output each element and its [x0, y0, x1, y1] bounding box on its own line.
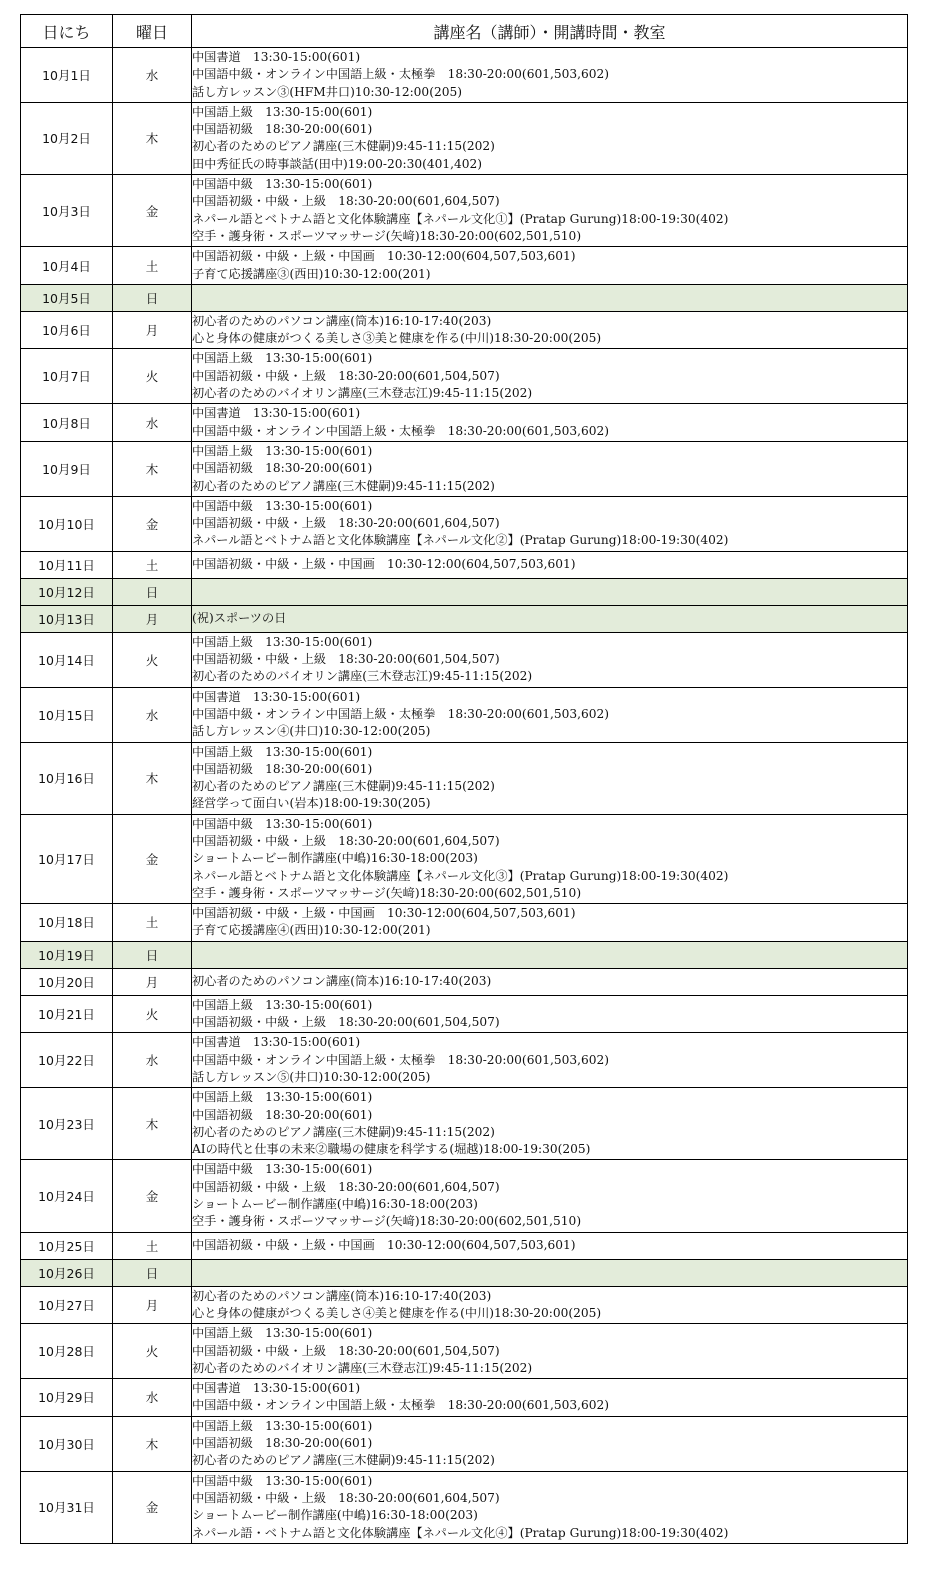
- schedule-table: [20, 14, 908, 1544]
- course-line: ショートムービー制作講座(中嶋)16:30-18:00(203): [192, 1508, 478, 1523]
- courses-cell: [192, 904, 908, 942]
- course-line: ネパール語とベトナム語と文化体験講座【ネパール文化②】(Pratap Gurung)18:00-19:30(402): [192, 533, 729, 548]
- weekday-cell: 火: [113, 1324, 192, 1379]
- date-cell: 10月21日: [21, 995, 113, 1033]
- date-cell: 10月14日: [21, 632, 113, 687]
- course-line: 中国語中級・オンライン中国語上級・太極拳 18:30-20:00(601,503,602): [192, 423, 609, 438]
- course-line: 中国語初級・中級・上級・中国画 10:30-12:00(604,507,503,601): [192, 906, 576, 921]
- header-row: [21, 15, 908, 48]
- weekday-cell: 火: [113, 632, 192, 687]
- course-line: 中国語初級・中級・上級・中国画 10:30-12:00(604,507,503,601): [192, 557, 576, 572]
- courses-cell: [192, 1259, 908, 1286]
- course-line: 中国語初級・中級・上級 18:30-20:00(601,604,507): [192, 516, 500, 531]
- course-line: 話し方レッスン③(HFM井口)10:30-12:00(205): [192, 84, 462, 99]
- course-line: 中国書道 13:30-15:00(601): [192, 689, 361, 704]
- courses-cell: [192, 1471, 908, 1543]
- courses-cell: [192, 175, 908, 247]
- course-line: 中国語上級 13:30-15:00(601): [192, 443, 373, 458]
- courses-cell: [192, 404, 908, 442]
- course-line: 中国語上級 13:30-15:00(601): [192, 1326, 373, 1341]
- table-row: [21, 1324, 908, 1379]
- course-line: 中国語上級 13:30-15:00(601): [192, 634, 373, 649]
- weekday-cell: 水: [113, 1033, 192, 1088]
- date-cell: 10月11日: [21, 551, 113, 578]
- weekday-cell: 木: [113, 102, 192, 174]
- course-line: 中国語上級 13:30-15:00(601): [192, 104, 373, 119]
- date-cell: 10月10日: [21, 496, 113, 551]
- courses-cell: [192, 441, 908, 496]
- date-cell: 10月28日: [21, 1324, 113, 1379]
- weekday-cell: 金: [113, 175, 192, 247]
- course-line: 田中秀征氏の時事談話(田中)19:00-20:30(401,402): [192, 156, 483, 171]
- course-line: 中国語上級 13:30-15:00(601): [192, 1090, 373, 1105]
- course-line: 中国語初級・中級・上級 18:30-20:00(601,504,507): [192, 368, 500, 383]
- course-line: 心と身体の健康がつくる美しさ③美と健康を作る(中川)18:30-20:00(205): [192, 331, 602, 346]
- course-line: 初心者のためのパソコン講座(筒本)16:10-17:40(203): [192, 1288, 492, 1303]
- course-line: ネパール語・ベトナム語と文化体験講座【ネパール文化④】(Pratap Gurung)18:00-19:30(402): [192, 1525, 729, 1540]
- course-line: 中国語初級 18:30-20:00(601): [192, 122, 373, 137]
- header-weekday: 曜日: [113, 15, 192, 48]
- courses-cell: [192, 1416, 908, 1471]
- date-cell: 10月3日: [21, 175, 113, 247]
- date-cell: 10月18日: [21, 904, 113, 942]
- table-row: [21, 1232, 908, 1259]
- course-line: 中国語中級 13:30-15:00(601): [192, 498, 373, 513]
- table-row: [21, 995, 908, 1033]
- course-line: 空手・護身術・スポーツマッサージ(矢﨑)18:30-20:00(602,501,510): [192, 885, 582, 900]
- course-line: 話し方レッスン④(井口)10:30-12:00(205): [192, 724, 431, 739]
- weekday-cell: 水: [113, 687, 192, 742]
- header-courses: 講座名（講師）・開講時間・教室: [192, 15, 908, 48]
- course-line: AIの時代と仕事の未来②職場の健康を科学する(堀越)18:00-19:30(205): [192, 1142, 591, 1157]
- weekday-cell: 水: [113, 48, 192, 103]
- weekday-cell: 金: [113, 1160, 192, 1232]
- course-line: 中国書道 13:30-15:00(601): [192, 406, 361, 421]
- courses-cell: [192, 578, 908, 605]
- table-row: [21, 941, 908, 968]
- course-line: 中国語中級 13:30-15:00(601): [192, 816, 373, 831]
- table-row: [21, 1033, 908, 1088]
- course-line: 中国語初級・中級・上級 18:30-20:00(601,504,507): [192, 652, 500, 667]
- course-line: 中国語中級・オンライン中国語上級・太極拳 18:30-20:00(601,503,602): [192, 1052, 609, 1067]
- date-cell: 10月26日: [21, 1259, 113, 1286]
- date-cell: 10月27日: [21, 1286, 113, 1324]
- date-cell: 10月13日: [21, 605, 113, 632]
- courses-cell: [192, 742, 908, 814]
- table-row: [21, 441, 908, 496]
- table-row: [21, 1088, 908, 1160]
- course-line: 中国語中級・オンライン中国語上級・太極拳 18:30-20:00(601,503,602): [192, 1398, 609, 1413]
- table-row: [21, 496, 908, 551]
- date-cell: 10月16日: [21, 742, 113, 814]
- course-line: 中国語中級 13:30-15:00(601): [192, 1162, 373, 1177]
- weekday-cell: 土: [113, 551, 192, 578]
- header-date: 日にち: [21, 15, 113, 48]
- weekday-cell: 土: [113, 904, 192, 942]
- course-line: 中国語中級 13:30-15:00(601): [192, 1473, 373, 1488]
- course-line: 中国書道 13:30-15:00(601): [192, 1035, 361, 1050]
- table-row: [21, 404, 908, 442]
- table-row: [21, 1259, 908, 1286]
- date-cell: 10月23日: [21, 1088, 113, 1160]
- weekday-cell: 日: [113, 941, 192, 968]
- courses-cell: [192, 814, 908, 904]
- course-line: 心と身体の健康がつくる美しさ④美と健康を作る(中川)18:30-20:00(205): [192, 1305, 602, 1320]
- weekday-cell: 日: [113, 284, 192, 311]
- courses-cell: [192, 551, 908, 578]
- course-line: 中国語初級・中級・上級 18:30-20:00(601,604,507): [192, 1179, 500, 1194]
- date-cell: 10月15日: [21, 687, 113, 742]
- course-line: 中国語上級 13:30-15:00(601): [192, 997, 373, 1012]
- table-row: [21, 968, 908, 995]
- courses-cell: [192, 247, 908, 285]
- course-line: 経営学って面白い(岩本)18:00-19:30(205): [192, 796, 431, 811]
- course-line: 初心者のためのパソコン講座(筒本)16:10-17:40(203): [192, 974, 492, 989]
- course-line: 初心者のためのバイオリン講座(三木登志江)9:45-11:15(202): [192, 386, 533, 401]
- course-line: 中国語上級 13:30-15:00(601): [192, 744, 373, 759]
- course-line: 初心者のためのパソコン講座(筒本)16:10-17:40(203): [192, 313, 492, 328]
- table-row: [21, 1160, 908, 1232]
- table-row: [21, 904, 908, 942]
- table-row: [21, 1286, 908, 1324]
- course-line: 初心者のためのピアノ講座(三木健嗣)9:45-11:15(202): [192, 478, 495, 493]
- course-line: 空手・護身術・スポーツマッサージ(矢﨑)18:30-20:00(602,501,510): [192, 228, 582, 243]
- weekday-cell: 水: [113, 1379, 192, 1417]
- course-line: 中国語初級・中級・上級 18:30-20:00(601,504,507): [192, 1015, 500, 1030]
- weekday-cell: 木: [113, 1416, 192, 1471]
- course-line: 中国語中級・オンライン中国語上級・太極拳 18:30-20:00(601,503,602): [192, 67, 609, 82]
- course-line: 中国語初級・中級・上級 18:30-20:00(601,504,507): [192, 1343, 500, 1358]
- date-cell: 10月22日: [21, 1033, 113, 1088]
- date-cell: 10月2日: [21, 102, 113, 174]
- table-row: [21, 742, 908, 814]
- weekday-cell: 木: [113, 1088, 192, 1160]
- courses-cell: [192, 1324, 908, 1379]
- course-line: ネパール語とベトナム語と文化体験講座【ネパール文化①】(Pratap Gurung)18:00-19:30(402): [192, 211, 729, 226]
- weekday-cell: 水: [113, 404, 192, 442]
- date-cell: 10月17日: [21, 814, 113, 904]
- course-line: 子育て応援講座③(西田)10:30-12:00(201): [192, 266, 431, 281]
- courses-cell: [192, 1033, 908, 1088]
- date-cell: 10月5日: [21, 284, 113, 311]
- course-line: 中国語初級・中級・上級 18:30-20:00(601,604,507): [192, 833, 500, 848]
- table-row: [21, 349, 908, 404]
- courses-cell: [192, 605, 908, 632]
- courses-cell: [192, 102, 908, 174]
- weekday-cell: 金: [113, 1471, 192, 1543]
- course-line: ショートムービー制作講座(中嶋)16:30-18:00(203): [192, 1197, 478, 1212]
- date-cell: 10月24日: [21, 1160, 113, 1232]
- date-cell: 10月4日: [21, 247, 113, 285]
- course-line: 中国語初級 18:30-20:00(601): [192, 461, 373, 476]
- weekday-cell: 土: [113, 247, 192, 285]
- course-line: 中国語初級 18:30-20:00(601): [192, 761, 373, 776]
- schedule-body: [21, 48, 908, 1544]
- weekday-cell: 月: [113, 1286, 192, 1324]
- course-line: 中国語中級・オンライン中国語上級・太極拳 18:30-20:00(601,503,602): [192, 706, 609, 721]
- date-cell: 10月25日: [21, 1232, 113, 1259]
- course-line: 空手・護身術・スポーツマッサージ(矢﨑)18:30-20:00(602,501,510): [192, 1214, 582, 1229]
- date-cell: 10月1日: [21, 48, 113, 103]
- weekday-cell: 月: [113, 605, 192, 632]
- course-line: 中国語上級 13:30-15:00(601): [192, 351, 373, 366]
- table-row: [21, 48, 908, 103]
- date-cell: 10月30日: [21, 1416, 113, 1471]
- table-row: [21, 1379, 908, 1417]
- courses-cell: [192, 284, 908, 311]
- courses-cell: [192, 311, 908, 349]
- course-line: 中国書道 13:30-15:00(601): [192, 1381, 361, 1396]
- course-line: 初心者のためのピアノ講座(三木健嗣)9:45-11:15(202): [192, 779, 495, 794]
- table-row: [21, 605, 908, 632]
- courses-cell: [192, 1088, 908, 1160]
- courses-cell: [192, 48, 908, 103]
- courses-cell: [192, 1232, 908, 1259]
- course-line: 話し方レッスン⑤(井口)10:30-12:00(205): [192, 1069, 431, 1084]
- weekday-cell: 木: [113, 441, 192, 496]
- weekday-cell: 日: [113, 578, 192, 605]
- courses-cell: [192, 1160, 908, 1232]
- course-line: (祝)スポーツの日: [192, 611, 287, 626]
- table-row: [21, 814, 908, 904]
- weekday-cell: 金: [113, 814, 192, 904]
- weekday-cell: 土: [113, 1232, 192, 1259]
- table-row: [21, 1416, 908, 1471]
- table-row: [21, 284, 908, 311]
- course-line: 中国語初級・中級・上級 18:30-20:00(601,604,507): [192, 194, 500, 209]
- courses-cell: [192, 687, 908, 742]
- table-row: [21, 1471, 908, 1543]
- courses-cell: [192, 1286, 908, 1324]
- course-line: 中国語初級 18:30-20:00(601): [192, 1107, 373, 1122]
- date-cell: 10月9日: [21, 441, 113, 496]
- course-line: 初心者のためのピアノ講座(三木健嗣)9:45-11:15(202): [192, 1124, 495, 1139]
- courses-cell: [192, 995, 908, 1033]
- weekday-cell: 金: [113, 496, 192, 551]
- table-row: [21, 102, 908, 174]
- date-cell: 10月7日: [21, 349, 113, 404]
- date-cell: 10月31日: [21, 1471, 113, 1543]
- date-cell: 10月29日: [21, 1379, 113, 1417]
- weekday-cell: 木: [113, 742, 192, 814]
- table-row: [21, 311, 908, 349]
- course-line: 中国語初級・中級・上級・中国画 10:30-12:00(604,507,503,601): [192, 1237, 576, 1252]
- course-line: ネパール語とベトナム語と文化体験講座【ネパール文化③】(Pratap Gurung)18:00-19:30(402): [192, 868, 729, 883]
- course-line: 初心者のためのピアノ講座(三木健嗣)9:45-11:15(202): [192, 139, 495, 154]
- course-line: 初心者のためのバイオリン講座(三木登志江)9:45-11:15(202): [192, 669, 533, 684]
- weekday-cell: 月: [113, 968, 192, 995]
- courses-cell: [192, 496, 908, 551]
- courses-cell: [192, 968, 908, 995]
- date-cell: 10月8日: [21, 404, 113, 442]
- table-row: [21, 578, 908, 605]
- table-row: [21, 175, 908, 247]
- course-line: 中国語初級・中級・上級・中国画 10:30-12:00(604,507,503,601): [192, 249, 576, 264]
- date-cell: 10月12日: [21, 578, 113, 605]
- course-line: 中国書道 13:30-15:00(601): [192, 50, 361, 64]
- courses-cell: [192, 349, 908, 404]
- course-line: 子育て応援講座④(西田)10:30-12:00(201): [192, 923, 431, 938]
- courses-cell: [192, 632, 908, 687]
- course-line: 初心者のためのピアノ講座(三木健嗣)9:45-11:15(202): [192, 1453, 495, 1468]
- table-row: [21, 247, 908, 285]
- course-line: ショートムービー制作講座(中嶋)16:30-18:00(203): [192, 851, 478, 866]
- table-row: [21, 551, 908, 578]
- courses-cell: [192, 941, 908, 968]
- weekday-cell: 火: [113, 995, 192, 1033]
- course-line: 中国語上級 13:30-15:00(601): [192, 1418, 373, 1433]
- courses-cell: [192, 1379, 908, 1417]
- course-line: 中国語中級 13:30-15:00(601): [192, 177, 373, 192]
- table-row: [21, 632, 908, 687]
- weekday-cell: 火: [113, 349, 192, 404]
- course-line: 中国語初級・中級・上級 18:30-20:00(601,604,507): [192, 1490, 500, 1505]
- date-cell: 10月20日: [21, 968, 113, 995]
- date-cell: 10月6日: [21, 311, 113, 349]
- weekday-cell: 日: [113, 1259, 192, 1286]
- course-line: 中国語初級 18:30-20:00(601): [192, 1436, 373, 1451]
- course-line: 初心者のためのバイオリン講座(三木登志江)9:45-11:15(202): [192, 1360, 533, 1375]
- table-row: [21, 687, 908, 742]
- weekday-cell: 月: [113, 311, 192, 349]
- date-cell: 10月19日: [21, 941, 113, 968]
